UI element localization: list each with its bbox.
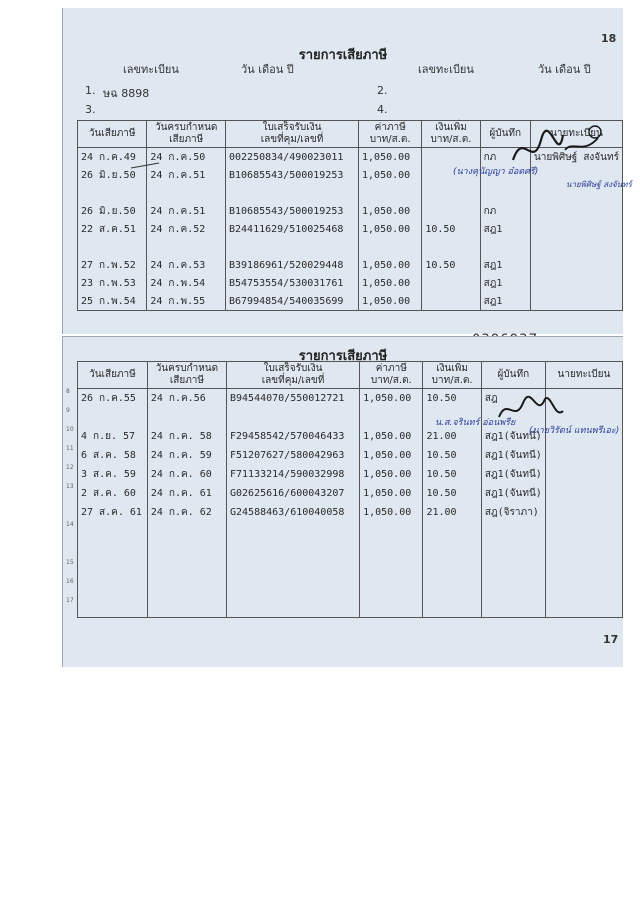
table-header-row bbox=[78, 362, 623, 389]
cell-surcharge-amount: 10.50 bbox=[422, 220, 480, 238]
table-row bbox=[78, 256, 623, 274]
table-row bbox=[78, 220, 623, 238]
cell-tax-amount bbox=[360, 560, 423, 579]
column-header-recorder: ผู้บันทึก bbox=[481, 362, 545, 389]
cell-receipt-number bbox=[225, 238, 358, 256]
cell-due-date: 24 ก.ค. 60 bbox=[147, 465, 226, 484]
registrar-stamp: (นายวิรัตน์ แทนพรีเอะ) bbox=[529, 426, 620, 436]
cell-due-date: 24 ก.ค.56 bbox=[147, 389, 226, 409]
cell-receipt-number bbox=[226, 522, 359, 541]
recorder-signature bbox=[503, 120, 613, 180]
cell-paid-date bbox=[78, 598, 148, 618]
registration-label-left: เลขทะเบียน bbox=[123, 63, 179, 76]
cell-paid-date: 26 มิ.ย.50 bbox=[78, 166, 147, 184]
table-row bbox=[78, 541, 623, 560]
cell-tax-amount: 1,050.00 bbox=[359, 292, 422, 311]
cell-tax-amount bbox=[360, 522, 423, 541]
cell-tax-amount: 1,050.00 bbox=[359, 166, 422, 184]
cell-tax-amount: 1,050.00 bbox=[360, 484, 423, 503]
bottom-page bbox=[62, 336, 623, 667]
cell-tax-amount bbox=[360, 579, 423, 598]
cell-surcharge-amount bbox=[423, 560, 481, 579]
cell-tax-amount: 1,050.00 bbox=[359, 256, 422, 274]
cell-registrar bbox=[545, 541, 622, 560]
bottom-signature bbox=[493, 389, 593, 429]
cell-receipt-number bbox=[226, 560, 359, 579]
row-number: 15 bbox=[66, 559, 74, 566]
registration-label-right: เลขทะเบียน bbox=[418, 63, 474, 76]
cell-receipt-number: B54753554/530031761 bbox=[225, 274, 358, 292]
cell-due-date bbox=[147, 579, 226, 598]
cell-due-date bbox=[147, 560, 226, 579]
cell-surcharge-amount bbox=[422, 274, 480, 292]
cell-due-date: 24 ก.พ.54 bbox=[147, 274, 226, 292]
table-row bbox=[78, 274, 623, 292]
cell-tax-amount: 1,050.00 bbox=[359, 274, 422, 292]
cell-due-date bbox=[147, 522, 226, 541]
cell-tax-amount: 1,050.00 bbox=[359, 202, 422, 220]
cell-paid-date: 26 ก.ค.55 bbox=[78, 389, 148, 409]
cell-surcharge-amount: 21.00 bbox=[423, 427, 481, 446]
table-row bbox=[78, 484, 623, 503]
bottom-page-title: รายการเสียภาษี bbox=[298, 349, 388, 364]
cell-registrar bbox=[545, 503, 622, 522]
cell-paid-date bbox=[78, 560, 148, 579]
cell-receipt-number bbox=[226, 598, 359, 618]
cell-recorder bbox=[481, 541, 545, 560]
vehicle-row-value: ษฉ 8898 bbox=[103, 87, 150, 100]
cell-receipt-number: B94544070/550012721 bbox=[226, 389, 359, 409]
column-header-registrar: นายทะเบียน bbox=[545, 362, 622, 389]
column-header-receipt: ใบเสร็จรับเงิน เลขที่คุม/เลขที่ bbox=[226, 362, 359, 389]
cell-tax-amount: 1,050.00 bbox=[360, 465, 423, 484]
cell-paid-date bbox=[78, 184, 147, 202]
cell-recorder bbox=[480, 238, 530, 256]
cell-surcharge-amount bbox=[423, 579, 481, 598]
cell-due-date bbox=[147, 598, 226, 618]
cell-recorder: กภ bbox=[480, 148, 530, 167]
row-number: 16 bbox=[66, 578, 74, 585]
row-number: 12 bbox=[66, 464, 74, 471]
cell-due-date: 24 ก.ค.51 bbox=[147, 166, 226, 184]
cell-recorder bbox=[481, 579, 545, 598]
table-row bbox=[78, 292, 623, 311]
cell-tax-amount: 1,050.00 bbox=[360, 503, 423, 522]
row-number: 8 bbox=[66, 387, 70, 395]
vehicle-row-num: 4. bbox=[377, 103, 388, 116]
cell-receipt-number: G02625616/600043207 bbox=[226, 484, 359, 503]
cell-recorder: สฎ bbox=[481, 389, 545, 409]
vehicle-row-num: 3. bbox=[85, 103, 96, 116]
cell-paid-date: 27 ก.พ.52 bbox=[78, 256, 147, 274]
cell-paid-date: 24 ก.ค.49 bbox=[78, 148, 147, 167]
cell-receipt-number: F51207627/580042963 bbox=[226, 446, 359, 465]
cell-receipt-number: B10685543/500019253 bbox=[225, 202, 358, 220]
cell-receipt-number: B39186961/520029448 bbox=[225, 256, 358, 274]
top-page-number: 18 bbox=[601, 32, 617, 45]
cell-paid-date: 22 ส.ค.51 bbox=[78, 220, 147, 238]
tick-mark bbox=[129, 160, 169, 176]
cell-paid-date: 4 ก.ย. 57 bbox=[78, 427, 148, 446]
cell-registrar bbox=[545, 598, 622, 618]
cell-recorder: สฎ1 bbox=[480, 220, 530, 238]
column-header-tax: ค่าภาษี บาท/ส.ต. bbox=[360, 362, 423, 389]
cell-due-date: 24 ก.พ.55 bbox=[147, 292, 226, 311]
cell-due-date: 24 ก.ค.53 bbox=[147, 256, 226, 274]
column-header-receipt: ใบเสร็จรับเงิน เลขที่คุม/เลขที่ bbox=[225, 121, 358, 148]
cell-due-date: 24 ก.ค.50 bbox=[147, 148, 226, 167]
cell-registrar bbox=[545, 560, 622, 579]
cell-recorder: สฎ1(จันทนี) bbox=[481, 446, 545, 465]
registration-date-left: วัน เดือน ปี bbox=[241, 63, 294, 76]
cell-recorder: สฎ(จิราภา) bbox=[481, 503, 545, 522]
cell-registrar bbox=[545, 522, 622, 541]
table-row bbox=[78, 184, 623, 202]
cell-registrar bbox=[545, 446, 622, 465]
column-header-surcharge: เงินเพิ่ม บาท/ส.ต. bbox=[422, 121, 480, 148]
cell-paid-date: 25 ก.พ.54 bbox=[78, 292, 147, 311]
cell-receipt-number bbox=[226, 541, 359, 560]
cell-registrar: นายพิศิษฐ์ สงจันทร์ bbox=[530, 148, 622, 167]
cell-receipt-number: F71133214/590032998 bbox=[226, 465, 359, 484]
row-number: 10 bbox=[66, 426, 74, 433]
cell-due-date bbox=[147, 408, 226, 427]
cell-receipt-number: B67994854/540035699 bbox=[225, 292, 358, 311]
cell-tax-amount: 1,050.00 bbox=[360, 446, 423, 465]
cell-surcharge-amount: 21.00 bbox=[423, 503, 481, 522]
cell-receipt-number: 002250834/490023011 bbox=[225, 148, 358, 167]
cell-tax-amount bbox=[359, 238, 422, 256]
cell-surcharge-amount: 10.50 bbox=[423, 446, 481, 465]
cell-tax-amount: 1,050.00 bbox=[360, 427, 423, 446]
cell-surcharge-amount bbox=[422, 238, 480, 256]
cell-tax-amount bbox=[359, 184, 422, 202]
cell-recorder bbox=[481, 522, 545, 541]
row-number: 17 bbox=[66, 597, 74, 604]
cell-paid-date bbox=[78, 238, 147, 256]
cell-due-date bbox=[147, 238, 226, 256]
cell-registrar bbox=[545, 465, 622, 484]
cell-recorder bbox=[481, 560, 545, 579]
row-number: 11 bbox=[66, 445, 74, 452]
table-row bbox=[78, 202, 623, 220]
top-page-title: รายการเสียภาษี bbox=[298, 48, 388, 63]
table-row bbox=[78, 238, 623, 256]
column-header-due: วันครบกำหนด เสียภาษี bbox=[147, 121, 226, 148]
cell-registrar bbox=[545, 484, 622, 503]
recorder-name-stamp: (นางคุนัญญา อ๋อดศรี) bbox=[453, 167, 539, 177]
cell-surcharge-amount bbox=[423, 598, 481, 618]
cell-recorder: สฎ1 bbox=[480, 292, 530, 311]
cell-registrar bbox=[530, 202, 622, 220]
cell-receipt-number bbox=[226, 579, 359, 598]
cell-tax-amount bbox=[360, 408, 423, 427]
cell-paid-date: 26 มิ.ย.50 bbox=[78, 202, 147, 220]
column-header-surcharge: เงินเพิ่ม บาท/ส.ต. bbox=[423, 362, 481, 389]
cell-receipt-number bbox=[225, 184, 358, 202]
cell-recorder bbox=[480, 184, 530, 202]
top-page bbox=[62, 8, 632, 334]
table-row bbox=[78, 598, 623, 618]
cell-registrar bbox=[530, 220, 622, 238]
cell-tax-amount: 1,050.00 bbox=[360, 389, 423, 409]
signature-note: น.ส.จรินทร์ อ่อนพรีย bbox=[435, 418, 516, 428]
row-number: 9 bbox=[66, 407, 70, 414]
cell-due-date: 24 ก.ค. 62 bbox=[147, 503, 226, 522]
cell-recorder bbox=[481, 598, 545, 618]
cell-receipt-number: B24411629/510025468 bbox=[225, 220, 358, 238]
cell-paid-date bbox=[78, 408, 148, 427]
cell-surcharge-amount bbox=[422, 184, 480, 202]
cell-surcharge-amount: 10.50 bbox=[423, 389, 481, 409]
cell-tax-amount: 1,050.00 bbox=[359, 220, 422, 238]
cell-recorder: สฎ1(จันทนี) bbox=[481, 484, 545, 503]
cell-surcharge-amount: 10.50 bbox=[423, 465, 481, 484]
cell-receipt-number: F29458542/570046433 bbox=[226, 427, 359, 446]
row-number: 14 bbox=[66, 521, 74, 528]
cell-surcharge-amount bbox=[423, 522, 481, 541]
table-row bbox=[78, 446, 623, 465]
cell-recorder: กภ bbox=[480, 202, 530, 220]
cell-paid-date: 3 ส.ค. 59 bbox=[78, 465, 148, 484]
cell-due-date: 24 ก.ค. 61 bbox=[147, 484, 226, 503]
cell-surcharge-amount bbox=[422, 292, 480, 311]
cell-receipt-number bbox=[226, 408, 359, 427]
column-header-due: วันครบกำหนด เสียภาษี bbox=[147, 362, 226, 389]
cell-recorder: สฎ1 bbox=[480, 274, 530, 292]
cell-paid-date: 2 ส.ค. 60 bbox=[78, 484, 148, 503]
table-row bbox=[78, 560, 623, 579]
vehicle-row-num: 2. bbox=[377, 84, 388, 97]
cell-paid-date: 27 ส.ค. 61 bbox=[78, 503, 148, 522]
cell-paid-date bbox=[78, 541, 148, 560]
cell-due-date bbox=[147, 541, 226, 560]
cell-paid-date bbox=[78, 579, 148, 598]
cell-recorder: สฎ1(จันทนี) bbox=[481, 427, 545, 446]
cell-registrar bbox=[530, 292, 622, 311]
cell-registrar bbox=[530, 238, 622, 256]
table-row bbox=[78, 522, 623, 541]
cell-recorder: สฎ1 bbox=[480, 256, 530, 274]
cell-surcharge-amount: 10.50 bbox=[423, 484, 481, 503]
cell-due-date: 24 ก.ค. 58 bbox=[147, 427, 226, 446]
cell-surcharge-amount bbox=[423, 541, 481, 560]
bottom-page-number: 17 bbox=[603, 633, 619, 646]
cell-registrar bbox=[545, 579, 622, 598]
cell-paid-date: 6 ส.ค. 58 bbox=[78, 446, 148, 465]
cell-due-date: 24 ก.ค.51 bbox=[147, 202, 226, 220]
cell-receipt-number: B10685543/500019253 bbox=[225, 166, 358, 184]
registration-date-right: วัน เดือน ปี bbox=[538, 63, 591, 76]
cell-tax-amount bbox=[360, 598, 423, 618]
cell-tax-amount bbox=[360, 541, 423, 560]
cell-due-date bbox=[147, 184, 226, 202]
column-header-paid: วันเสียภาษี bbox=[78, 362, 148, 389]
table-row bbox=[78, 579, 623, 598]
cell-due-date: 24 ก.ค. 59 bbox=[147, 446, 226, 465]
cell-tax-amount: 1,050.00 bbox=[359, 148, 422, 167]
cell-receipt-number: G24588463/610040058 bbox=[226, 503, 359, 522]
cell-recorder: สฎ1(จันทนี) bbox=[481, 465, 545, 484]
cell-paid-date: 23 ก.พ.53 bbox=[78, 274, 147, 292]
column-header-recorder: ผู้บันทึก bbox=[480, 121, 530, 148]
table-row bbox=[78, 465, 623, 484]
vehicle-row-num: 1. bbox=[85, 84, 96, 97]
column-header-tax: ค่าภาษี บาท/ส.ต. bbox=[359, 121, 422, 148]
column-header-paid: วันเสียภาษี bbox=[78, 121, 147, 148]
row-number: 13 bbox=[66, 483, 74, 490]
cell-registrar bbox=[530, 256, 622, 274]
table-row bbox=[78, 503, 623, 522]
cell-due-date: 24 ก.ค.52 bbox=[147, 220, 226, 238]
cell-registrar bbox=[530, 274, 622, 292]
cell-paid-date bbox=[78, 522, 148, 541]
registrar-signed-stamp: นายพิศิษฐ์ สงจันทร์ bbox=[566, 180, 632, 189]
column-header-registrar: นายทะเบียน bbox=[530, 121, 622, 148]
cell-surcharge-amount bbox=[422, 202, 480, 220]
cell-surcharge-amount: 10.50 bbox=[422, 256, 480, 274]
